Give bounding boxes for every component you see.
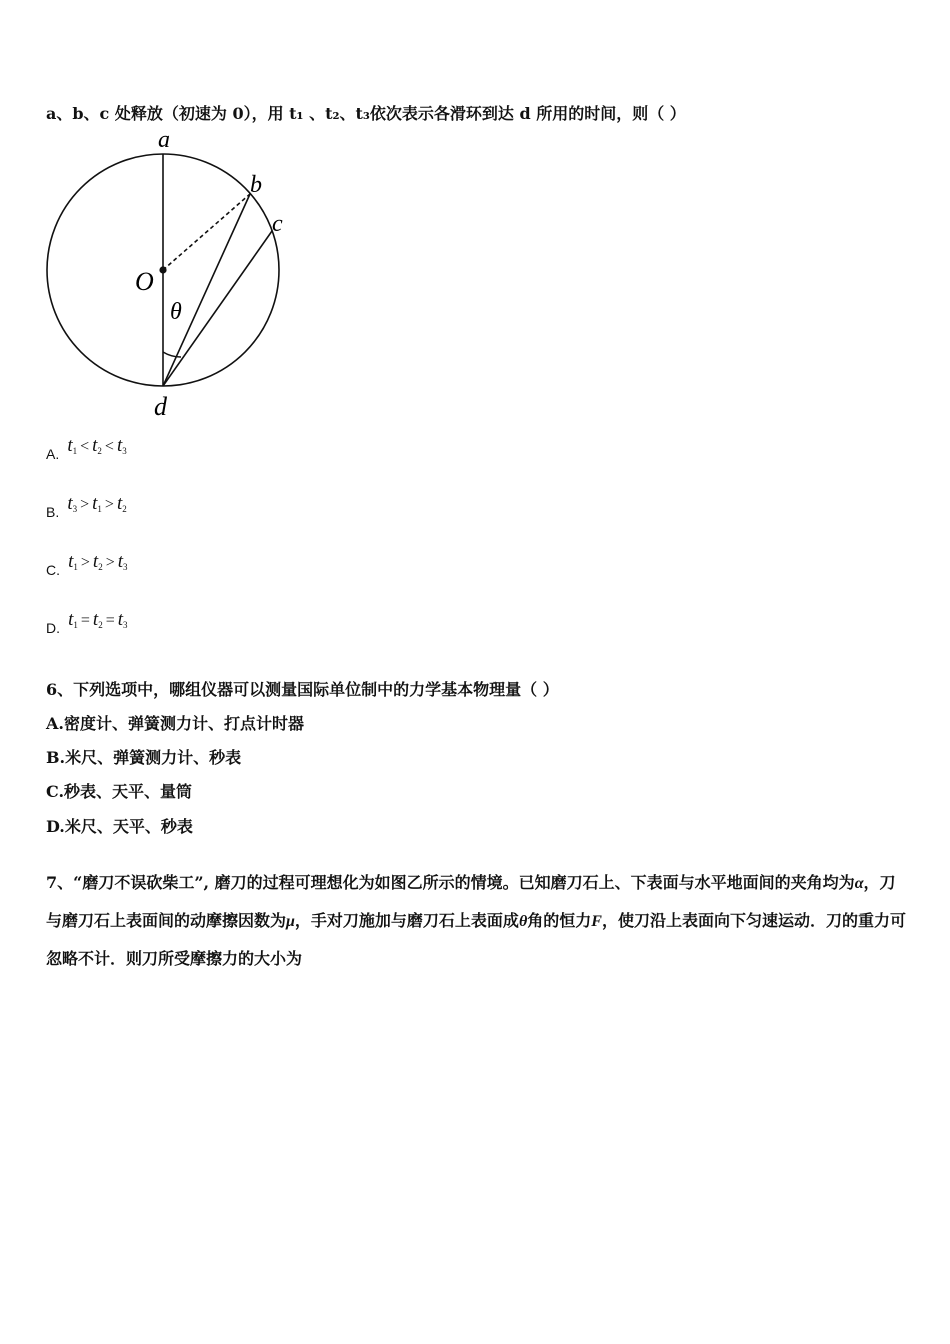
q6-option-a: A.密度计、弹簧测力计、打点计时器 (46, 714, 304, 733)
q6-option-d: D.米尺、天平、秒表 (46, 817, 193, 836)
q6-option-c: C.秒表、天平、量筒 (46, 782, 193, 801)
label-o: O (135, 267, 154, 296)
q7-force: F (591, 913, 602, 930)
option-formula: $t_1 < t_2 < t_3$ (67, 435, 127, 456)
q7-mu: μ (286, 913, 295, 930)
q7-theta: θ (518, 913, 528, 930)
option-letter: C. (46, 562, 60, 578)
label-d: d (154, 392, 167, 421)
q5-option-c (46, 551, 128, 581)
q7-alpha: α (854, 875, 864, 892)
q5-option-a (46, 435, 127, 465)
option-formula: $t_3 > t_1 > t_2$ (67, 493, 127, 514)
label-b: b (250, 172, 262, 198)
option-formula: $t_1 > t_2 > t_3$ (68, 551, 128, 572)
radius-ob-dashed (163, 194, 250, 270)
circle-diagram (30, 124, 310, 424)
label-theta: θ (170, 299, 182, 325)
label-a: a (158, 127, 170, 153)
q5-option-d (46, 609, 128, 639)
option-letter: D. (46, 620, 60, 636)
center-point (159, 266, 166, 273)
q7-stem: 7、“磨刀不误砍柴工”, 磨刀的过程可理想化为如图乙所示的情境。已知磨刀石上、下表面与水平地面间的夹角均为α，刀与磨刀石上表面间的动摩擦因数为μ，手对刀施加与磨刀石上表面成θ角的恒力F，使刀沿上表面向下匀速运动．刀的重力可忽略不计．则刀所受摩擦力的大小为 (46, 873, 906, 968)
label-c: c (272, 211, 283, 237)
q6-stem: 6、下列选项中，哪组仪器可以测量国际单位制中的力学基本物理量（ ） (46, 680, 559, 699)
option-letter: A. (46, 446, 60, 462)
option-formula: $t_1 = t_2 = t_3$ (68, 609, 128, 630)
option-letter: B. (46, 504, 60, 520)
q5-stem: a、b、c 处释放（初速为 0），用 t₁ 、t₂、t₃依次表示各滑环到达 d 所用的时间，则（ ） (46, 104, 686, 123)
q6-option-b: B.米尺、弹簧测力计、秒表 (46, 748, 242, 767)
q5-option-b (46, 493, 127, 523)
